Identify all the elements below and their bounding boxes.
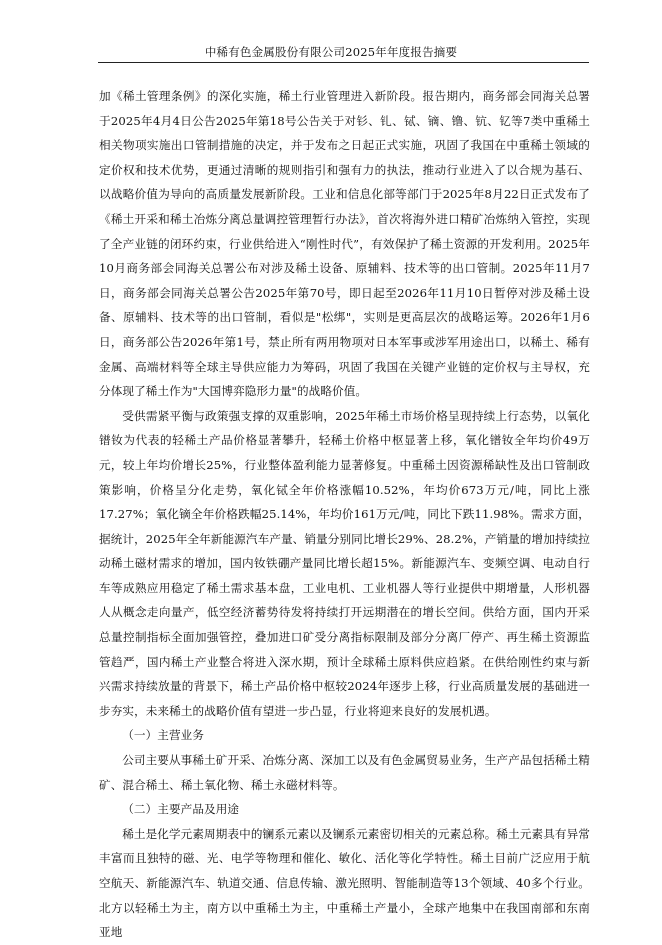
paragraph-policy: 加《稀土管理条例》的深化实施，稀土行业管理进入新阶段。报告期内，商务部会同海关总署于2025年4月4日公告2025年第18号公告关于对钐、钆、铽、镝、镥、钪、钇等7类中重稀土相关物项实施出口管制措施的决定，并于发布之日起正式实施，巩固了我国在中重稀土领域的定价权和技术优势，更通过清晰的规则指引和强有力的执法，推动行业进入了以合规为基石、以战略价值为导向的高质量发展新阶段。工业和信息化部等部门于2025年8月22日正式发布了《稀土开采和稀土冶炼分离总量调控管理暂行办法》，首次将海外进口精矿冶炼纳入管控，实现了全产业链的闭环约束，行业供给进入“刚性时代”，有效保护了稀土资源的开发利用。2025年10月商务部会同海关总署公布对涉及稀土设备、原辅料、技术等的出口管制。2025年11月7日，商务部会同海关总署公告2025年第70号，即日起至2026年11月10日暂停对涉及稀土设备、原辅料、技术等的出口管制，看似是"松绑"，实则是更高层次的战略运筹。2026年1月6日，商务部公告2026年第1号，禁止所有两用物项对日本军事或涉军用途出口，以稀土、稀有金属、高端材料等全球主导供应能力为筹码，巩固了我国在关键产业链的定价权与主导权，充分体现了稀土作为"大国博弈隐形力量"的战略价值。 [99,89,590,399]
section-heading-products: （二）主要产品及用途 [122,802,240,817]
paragraph-market: 受供需紧平衡与政策强支撑的双重影响，2025年稀土市场价格呈现持续上行态势，以氧化镨钕为代表的轻稀土产品价格显著攀升，轻稀土价格中枢显著上移，氧化镨钕全年均价49万元，较上年均价增长25%，行业整体盈利能力显著修复。中重稀土因资源稀缺性及出口管制政策影响，价格呈分化走势，氧化铽全年价格涨幅10.52%，年均价673万元/吨，同比上涨17.27%；氧化镝全年价格跌幅25.14%，年均价161万元/吨，同比下跌11.98%。需求方面，据统计，2025年全年新能源汽车产量、销量分别同比增长29%、28.2%，产销量的增加持续拉动稀土磁材需求的增加，国内钕铁硼产量同比增长超15%。新能源汽车、变频空调、电动自行车等成熟应用稳定了稀土需求基本盘，工业电机、工业机器人等行业提供中期增量，人形机器人从概念走向量产，低空经济蓄势待发将持续打开远期潜在的增长空间。供给方面，国内开采总量控制指标全面加强管控，叠加进口矿受分离指标限制及部分分离厂停产、再生稀土资源监管趋严，国内稀土产业整合将进入深水期，预计全球稀土原料供应趋紧。在供给刚性约束与新兴需求持续放量的背景下，稀土产品价格中枢较2024年逐步上移，行业高质量发展的基础进一步夯实，未来稀土的战略价值有望进一步凸显，行业将迎来良好的发展机遇。 [99,408,590,718]
section-heading-main-business: （一）主营业务 [122,728,205,743]
report-body [99,84,590,945]
report-header: 中稀有色金属股份有限公司2025年年度报告摘要 [204,45,458,59]
paragraph-products: 稀土是化学元素周期表中的镧系元素以及镧系元素密切相关的元素总称。稀土元素具有异常丰富而且独特的磁、光、电学等物理和催化、敏化、活化等化学特性。稀土目前广泛应用于航空航天、新能源汽车、轨道交通、信息传输、激光照明、智能制造等13个领域、40多个行业。北方以轻稀土为主，南方以中重稀土为主，中重稀土产量小，全球产地集中在我国南部和东南亚地 [99,826,590,940]
paragraph-main-business: 公司主要从事稀土矿开采、冶炼分离、深加工以及有色金属贸易业务，生产产品包括稀土精矿、混合稀土、稀土氧化物、稀土永磁材料等。 [99,753,590,792]
header-divider [98,62,589,63]
